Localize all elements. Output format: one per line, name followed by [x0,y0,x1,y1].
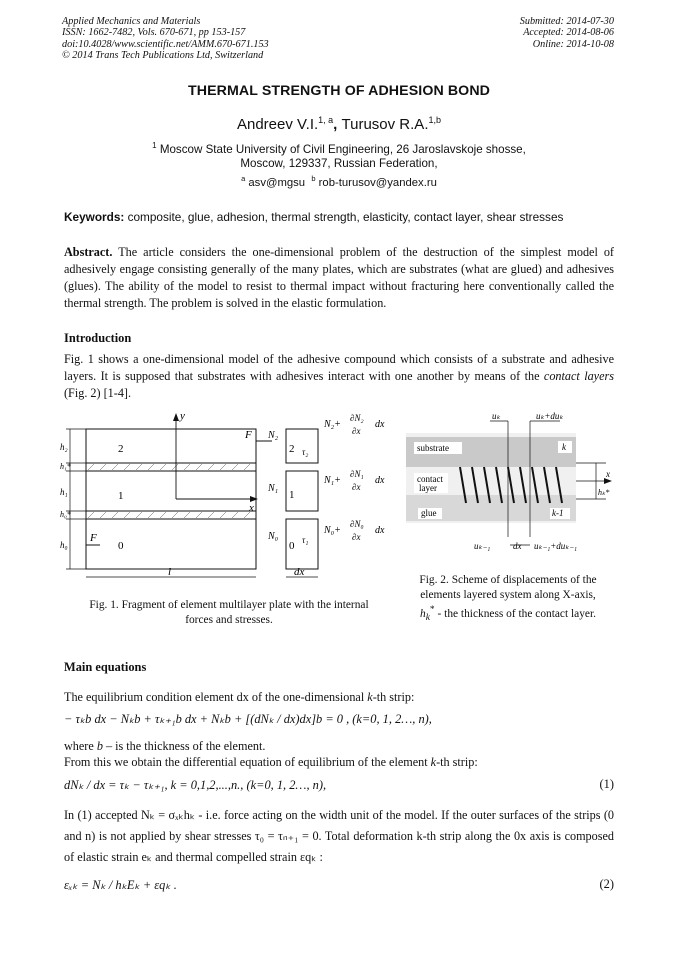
fig1-N0: N₀ [268,531,279,542]
fig1-el-1: 1 [289,489,295,501]
fig1-layer-1: 1 [118,490,124,502]
journal-issn: ISSN: 1662-7482, Vols. 670-671, pp 153-157 [62,27,246,39]
fig1-N2: N₂ [268,430,279,441]
intro-text-2: (Fig. 2) [1-4]. [64,386,132,400]
fig2-caption-hk: h [420,607,426,620]
author-2-sup: 1,b [428,115,441,125]
figure-2 [400,407,622,557]
equation-1-number: (1) [599,777,614,791]
fig1-dx-label: dx [294,566,305,578]
fig1-l-label: l [168,566,172,578]
fig2-x: x [606,469,610,479]
fig1-tau1: τ₁ [302,535,309,545]
fig1-dN0: ∂N₀ [350,519,364,529]
paper-title: THERMAL STRENGTH OF ADHESION BOND [187,83,491,99]
equation-0: − τₖb dx − Nₖb + τₖ₊₁b dx + Nₖb + [(dNₖ / dx)dx]b = 0 , (k=0, 1, 2…, n), [64,712,432,726]
figure-1 [60,407,405,587]
keywords-text: composite, glue, adhesion, thermal strength, elasticity, contact layer, shear stresses [124,210,564,224]
main-p2-a: where [64,739,97,753]
fig2-hk: hₖ* [598,488,610,497]
fig1-dxw2: dx [375,419,385,430]
fig1-dx0: ∂x [352,532,361,542]
email-a: asv@mgsu [245,176,306,189]
author-2: Turusov R.A. [341,116,429,133]
fig1-y-label: y [180,410,185,422]
affiliation [0,139,678,172]
abstract [64,244,614,312]
keywords [64,210,616,224]
introduction-text [64,351,614,402]
fig1-h0star: h₀* [60,510,71,519]
fig1-h1: h₁ [60,487,68,497]
fig1-N2plus: N₂+ [324,419,341,430]
fig1-y-arrow [173,413,179,421]
email-b-sup: b [311,174,316,183]
main-p3-b: -th strip: [436,755,478,769]
figure-1-caption: Fig. 1. Fragment of element multilayer plate with the internal forces and stresses. [89,599,369,626]
fig1-N1: N₁ [268,483,279,494]
fig2-caption-line2: elements layered system along X-axis, [420,589,596,601]
fig1-h1star: h₁* [60,462,71,471]
main-p3-a: From this we obtain the differential equation of equilibrium of the element [64,755,431,769]
affil-num: 1 [152,141,157,150]
equation-1 [64,777,614,793]
fig1-contact-hatch [88,464,250,518]
accepted-date: Accepted: 2014-08-06 [523,27,614,39]
fig1-el-2: 2 [289,443,295,455]
main-p1 [64,689,614,706]
fig1-el-0: 0 [289,540,295,552]
fig1-h2: h₂ [60,442,68,452]
fig2-k1-label: k-1 [552,508,564,518]
main-p2 [64,738,614,755]
fig1-N0plus: N₀+ [324,525,341,536]
fig1-tau2: τ₂ [302,447,309,457]
author-1-sup: 1, a [318,115,334,125]
email-b: rob-turusov@yandex.ru [315,176,437,189]
fig2-glue-label: glue [421,508,437,518]
intro-italic: contact layers [543,369,614,383]
author-sep: , [333,116,342,133]
dates-info [520,16,614,50]
fig1-F-right: F [245,429,252,441]
fig1-layer-2: 2 [118,443,124,455]
online-date: Online: 2014-10-08 [532,38,614,50]
fig1-dxw1: dx [375,475,385,486]
fig2-caption-line3 [402,603,614,626]
submitted-date: Submitted: 2014-07-30 [519,16,614,27]
main-p3 [64,754,614,771]
fig2-ukdu: uₖ+duₖ [536,411,564,421]
fig1-F-left: F [90,532,97,544]
authors [0,115,678,133]
fig1-axes [176,415,256,499]
main-p4: In (1) accepted Nₖ = σₓₖhₖ - i.e. force acting on the width unit of the model. If the outer surfaces of the strips (0 and n) is not applied by shear stresses τ₀ = τₙ₊₁ = 0. Total deformation k-th strip along the 0x axis is composed of elastic strain eₖ and thermal compelled strain εqₖ : [64,808,614,864]
abstract-text: The article considers the one-dimensional problem of the destruction of the simplest model of adhesively engage consisting generally of the many plates, which are substrates (what are glued) and adhesives (glues). The ability of the model to resist to thermal impact without fracturing here conventionally called the thermal strength. The problem is solved in the elastic formulation. [64,245,614,310]
fig2-uk: uₖ [492,411,501,421]
author-1: Andreev V.I. [236,116,319,133]
figure-2-caption [402,573,614,626]
fig1-x-label: x [249,502,254,514]
fig2-substrate-label: substrate [417,443,449,453]
intro-text-1: Fig. 1 shows a one-dimensional model of the adhesive compound which consists of a substrate and adhesive layers. It is supposed that substrates with adhesives interact with one another by means of the [64,352,614,383]
fig2-uk1du: uₖ₋₁+duₖ₋₁ [534,541,577,551]
fig2-caption-hk-sup: * [429,605,435,615]
main-equations-heading: Main equations [64,660,147,674]
fig1-dN1: ∂N₁ [350,469,364,479]
equation-2 [64,877,614,893]
journal-name: Applied Mechanics and Materials [62,16,201,27]
introduction-heading: Introduction [64,331,132,345]
main-p1-text: The equilibrium condition element dx of the one-dimensional [64,690,368,704]
fig2-dx: dx [513,541,522,551]
main-p3-k: k [430,755,437,769]
journal-copyright: © 2014 Trans Tech Publications Ltd, Switzerland [62,49,264,61]
abstract-label: Abstract. [64,245,113,259]
fig1-dN2: ∂N₂ [350,413,364,423]
equation-2-number: (2) [599,877,614,891]
fig2-uk1: uₖ₋₁ [474,541,491,551]
fig1-h0: h₀ [60,540,68,550]
main-p1-end: -th strip: [372,690,415,704]
fig1-dx2: ∂x [352,426,361,436]
emails [0,174,678,189]
journal-doi: doi:10.4028/www.scientific.net/AMM.670-671.153 [62,38,269,50]
main-p2-b: b [96,739,103,753]
fig2-caption-line3-text: - the thickness of the contact layer. [434,607,596,620]
fig1-layer-0: 0 [118,540,124,552]
equation-2-text: εₓₖ = Nₖ / hₖEₖ + εqₖ . [64,878,177,892]
keywords-label: Keywords: [64,210,125,224]
affil-line1: Moscow State University of Civil Engineering, 26 Jaroslavskoje shosse, [156,142,526,156]
fig1-N1plus: N₁+ [324,475,341,486]
main-p2-c: – is the thickness of the element. [102,739,266,753]
fig2-k-label: k [562,442,566,452]
journal-info [62,16,269,61]
main-p1-k: k [367,690,373,704]
equation-1-text: dNₖ / dx = τₖ − τₖ₊₁, k = 0,1,2,...,n., (k=0, 1, 2…, n), [64,778,327,792]
fig1-height-dimensions [66,429,86,569]
affil-line2: Moscow, 129337, Russian Federation, [240,157,438,171]
fig2-caption-line1: Fig. 2. Scheme of displacements of the [419,574,597,586]
email-a-sup: a [241,174,246,183]
fig2-contact-label: contact [417,474,443,484]
fig2-layer-label: layer [419,483,437,493]
fig2-caption-hk-sub: k [425,613,430,624]
fig1-dx1: ∂x [352,482,361,492]
fig1-dxw0: dx [375,525,385,536]
